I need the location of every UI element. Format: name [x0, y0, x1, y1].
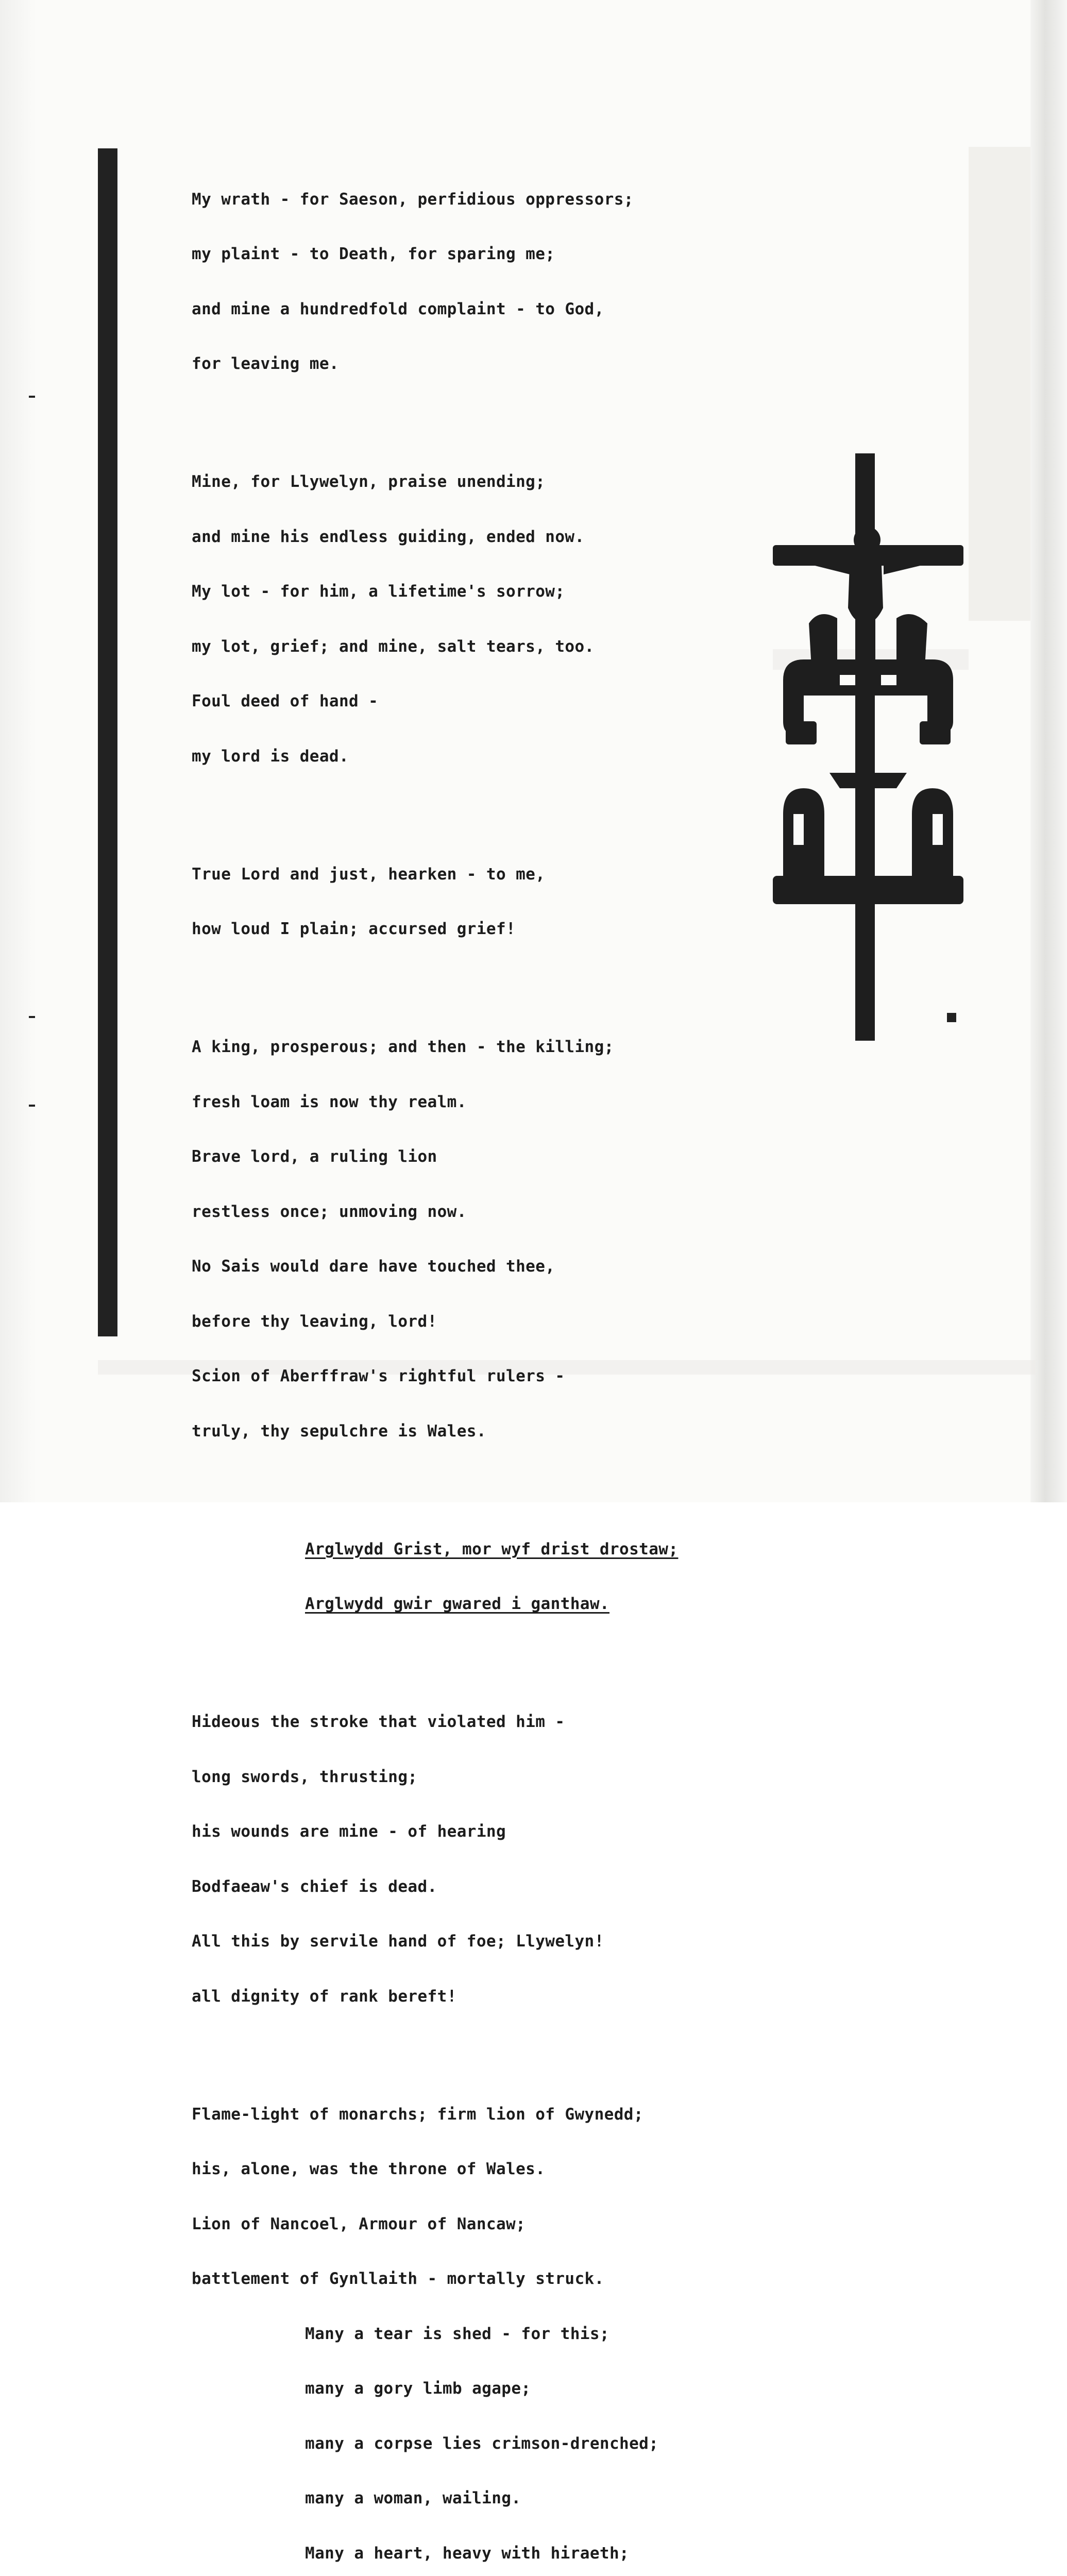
- poem-line: his wounds are mine - of hearing: [192, 1822, 506, 1841]
- poem-line: many a gory limb agape;: [305, 2379, 531, 2398]
- poem-line: my lord is dead.: [192, 747, 349, 766]
- poem-line: Many a tear is shed - for this;: [305, 2324, 609, 2343]
- poem-line: Brave lord, a ruling lion: [192, 1147, 437, 1166]
- poem-line: his, alone, was the throne of Wales.: [192, 2160, 546, 2178]
- poem-line: Many a heart, heavy with hiraeth;: [305, 2544, 630, 2563]
- poem-line: before thy leaving, lord!: [192, 1312, 437, 1331]
- binding-margin: [0, 0, 36, 1502]
- poem-line: fresh loam is now thy realm.: [192, 1092, 467, 1111]
- margin-bar: [98, 148, 117, 1336]
- poem-line: Mine, for Llywelyn, praise unending;: [192, 472, 546, 491]
- poem-line: and mine a hundredfold complaint - to God,: [192, 299, 604, 318]
- poem-line: all dignity of rank bereft!: [192, 1987, 457, 2006]
- refrain-line: Arglwydd Grist, mor wyf drist drostaw;: [305, 1539, 679, 1558]
- poem-line: restless once; unmoving now.: [192, 1202, 467, 1221]
- poem-line: Lion of Nancoel, Armour of Nancaw;: [192, 2214, 526, 2233]
- poem-line: truly, thy sepulchre is Wales.: [192, 1421, 486, 1440]
- poem-line: my plaint - to Death, for sparing me;: [192, 245, 555, 263]
- poem-line: battlement of Gynllaith - mortally struck.: [192, 2269, 604, 2288]
- margin-tick: [29, 396, 35, 398]
- poem-line: my lot, grief; and mine, salt tears, too.: [192, 637, 595, 656]
- crucifix-icon: [773, 453, 963, 1041]
- poem-line: Scion of Aberffraw's rightful rulers -: [192, 1367, 565, 1385]
- poem-line: for leaving me.: [192, 354, 339, 373]
- poem-line: many a corpse lies crimson-drenched;: [305, 2434, 659, 2453]
- poem-line: many a woman, wailing.: [305, 2489, 521, 2507]
- poem-line: All this by servile hand of foe; Llywelyn!: [192, 1932, 604, 1951]
- show-through-block: [969, 147, 1030, 621]
- margin-tick: [29, 1016, 35, 1018]
- poem-line: True Lord and just, hearken - to me,: [192, 865, 546, 884]
- page-edge: [1030, 0, 1067, 1502]
- poem-line: Hideous the stroke that violated him -: [192, 1713, 565, 1731]
- poem-line: and mine his endless guiding, ended now.: [192, 527, 585, 546]
- poem-line: My wrath - for Saeson, perfidious oppressors;: [192, 190, 634, 209]
- poem-line: A king, prosperous; and then - the killing;: [192, 1038, 614, 1056]
- poem-line: Foul deed of hand -: [192, 692, 379, 710]
- poem-line: how loud I plain; accursed grief!: [192, 920, 516, 938]
- poem-line: Bodfaeaw's chief is dead.: [192, 1877, 437, 1896]
- margin-tick: [29, 1105, 35, 1107]
- poem-line: No Sais would dare have touched thee,: [192, 1257, 555, 1276]
- poem-line: long swords, thrusting;: [192, 1767, 418, 1786]
- refrain-line: Arglwydd gwir gwared i ganthaw.: [305, 1595, 609, 1613]
- poem-line: Flame-light of monarchs; firm lion of Gwynedd;: [192, 2105, 643, 2124]
- poem-line: My lot - for him, a lifetime's sorrow;: [192, 582, 565, 601]
